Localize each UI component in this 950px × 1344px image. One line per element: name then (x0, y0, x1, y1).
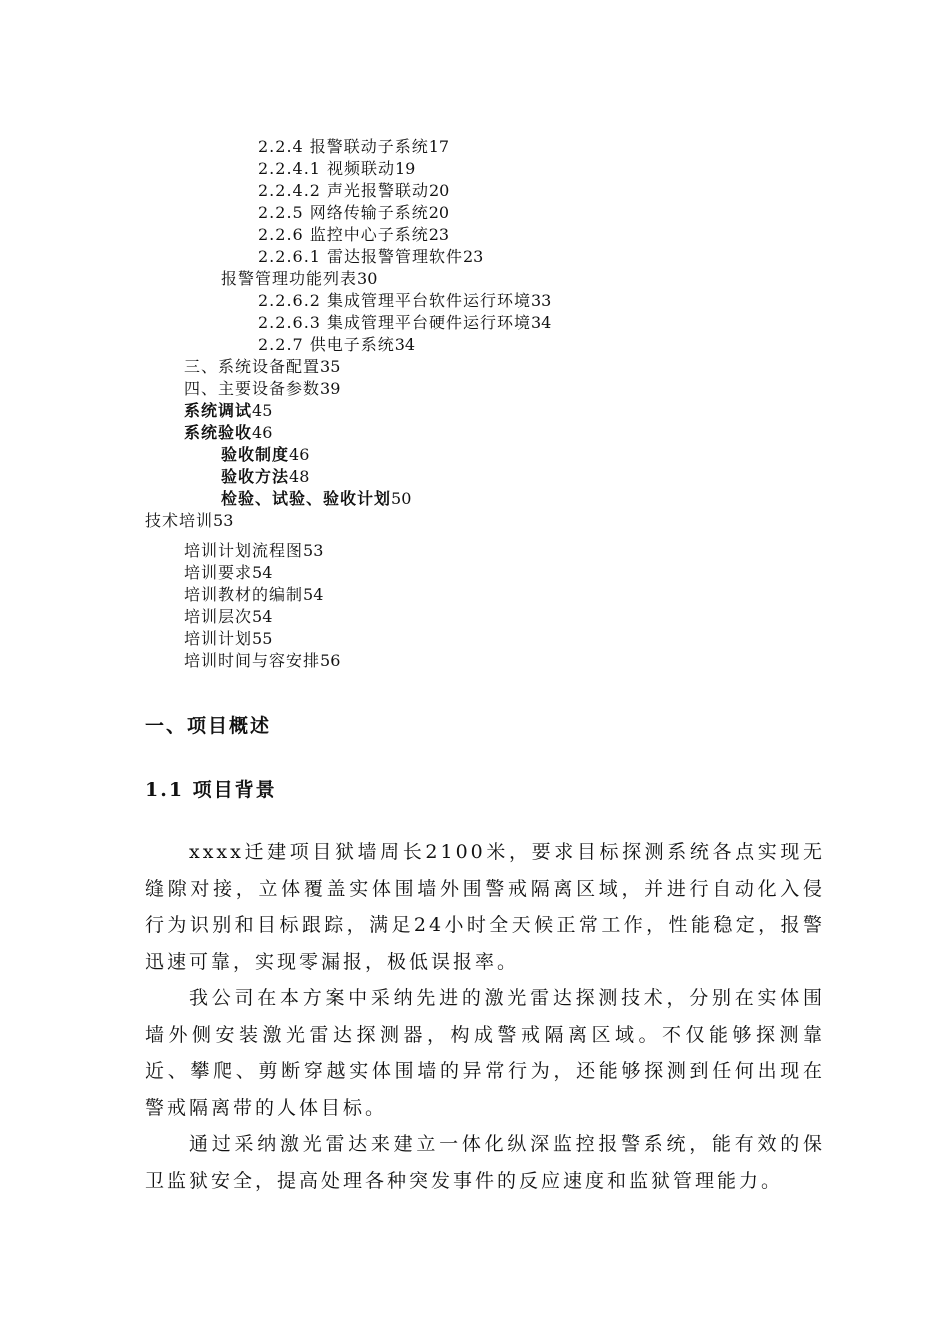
toc-title: 培训时间与容安排 (184, 651, 321, 670)
toc-title: 技术培训 (145, 511, 214, 530)
toc-entry (258, 247, 483, 267)
toc-page: 35 (320, 357, 341, 376)
toc-title: 四、主要设备参数 (184, 379, 321, 398)
toc-title: 检验、试验、验收计划 (221, 489, 392, 508)
toc-page: 20 (428, 203, 450, 222)
body-paragraph: 通过采纳激光雷达来建立一体化纵深监控报警系统，能有效的保卫监狱安全，提高处理各种突发事件的反应速度和监狱管理能力。 (145, 1133, 825, 1192)
toc-page: 19 (395, 159, 416, 178)
toc-title: 培训要求 (184, 563, 253, 582)
toc-title: 视频联动 (326, 159, 395, 178)
toc-number: 2.2.4.1 (258, 159, 321, 178)
toc-entry (258, 291, 551, 311)
toc-entry (221, 445, 309, 465)
toc-page: 17 (428, 137, 450, 156)
toc-entry (184, 401, 272, 421)
toc-page: 54 (252, 607, 273, 626)
section-heading: 一、项目概述 (145, 715, 272, 737)
toc-page: 34 (531, 313, 552, 332)
toc-entry (184, 563, 272, 583)
toc-entry (184, 541, 323, 561)
toc-title: 供电子系统 (309, 335, 395, 354)
toc-title: 培训层次 (184, 607, 253, 626)
toc-title: 报警管理功能列表 (221, 269, 358, 288)
toc-entry (221, 467, 309, 487)
toc-title: 监控中心子系统 (309, 225, 429, 244)
toc-page: 54 (252, 563, 273, 582)
toc-title: 集成管理平台软件运行环境 (326, 291, 531, 310)
toc-title: 系统验收 (184, 423, 253, 442)
toc-page: 34 (394, 335, 416, 354)
toc-number: 2.2.6.1 (258, 247, 321, 266)
toc-entry (258, 313, 551, 333)
toc-entry (258, 159, 415, 179)
toc-number: 2.2.6.2 (258, 291, 321, 310)
body-paragraph: xxxx迁建项目狱墙周长2100米，要求目标探测系统各点实现无缝隙对接，立体覆盖实体围墙外围警戒隔离区域，并进行自动化入侵行为识别和目标跟踪，满足24小时全天候正常工作，性能稳定，报警迅速可靠，实现零漏报，极低误报率。 (145, 841, 825, 973)
toc-page: 45 (252, 401, 273, 420)
toc-title: 验收方法 (221, 467, 290, 486)
toc-entry (258, 181, 449, 201)
toc-page: 53 (213, 511, 234, 530)
toc-title: 三、系统设备配置 (184, 357, 321, 376)
toc-title: 网络传输子系统 (309, 203, 429, 222)
toc-entry (184, 651, 340, 671)
toc-title: 报警联动子系统 (309, 137, 429, 156)
toc-page: 54 (303, 585, 324, 604)
toc-entry (184, 607, 272, 627)
toc-page: 48 (289, 467, 310, 486)
subsection-heading: 1.1 项目背景 (145, 779, 277, 801)
toc-title: 集成管理平台硬件运行环境 (326, 313, 531, 332)
toc-entry (184, 423, 272, 443)
toc-page: 23 (463, 247, 484, 266)
toc-title: 雷达报警管理软件 (326, 247, 463, 266)
toc-number: 2.2.7 (258, 335, 304, 354)
toc-page: 46 (289, 445, 310, 464)
toc-page: 56 (320, 651, 341, 670)
toc-entry (258, 203, 449, 223)
toc-title: 系统调试 (184, 401, 253, 420)
toc-entry (184, 379, 340, 399)
toc-entry (221, 489, 411, 509)
toc-entry (258, 335, 415, 355)
toc-entry (258, 137, 449, 157)
toc-title: 声光报警联动 (326, 181, 429, 200)
toc-title: 培训教材的编制 (184, 585, 304, 604)
toc-entry (184, 585, 323, 605)
toc-page: 23 (428, 225, 450, 244)
toc-entry (184, 357, 340, 377)
toc-entry (221, 269, 377, 289)
toc-number: 2.2.4 (258, 137, 304, 156)
toc-number: 2.2.4.2 (258, 181, 321, 200)
toc-page: 55 (252, 629, 273, 648)
toc-page: 46 (252, 423, 273, 442)
toc-number: 2.2.6 (258, 225, 304, 244)
body-paragraph: 我公司在本方案中采纳先进的激光雷达探测技术，分别在实体围墙外侧安装激光雷达探测器，构成警戒隔离区域。不仅能够探测靠近、攀爬、剪断穿越实体围墙的异常行为，还能够探测到任何出现在警戒隔离带的人体目标。 (145, 987, 825, 1119)
toc-number: 2.2.5 (258, 203, 304, 222)
toc-page: 50 (391, 489, 412, 508)
toc-number: 2.2.6.3 (258, 313, 321, 332)
toc-title: 培训计划流程图 (184, 541, 304, 560)
toc-page: 33 (531, 291, 552, 310)
toc-entry (145, 511, 233, 531)
toc-page: 20 (429, 181, 450, 200)
toc-title: 培训计划 (184, 629, 253, 648)
toc-title: 验收制度 (221, 445, 290, 464)
toc-page: 30 (357, 269, 378, 288)
toc-page: 39 (320, 379, 341, 398)
toc-entry (184, 629, 272, 649)
toc-page: 53 (303, 541, 324, 560)
toc-entry (258, 225, 449, 245)
